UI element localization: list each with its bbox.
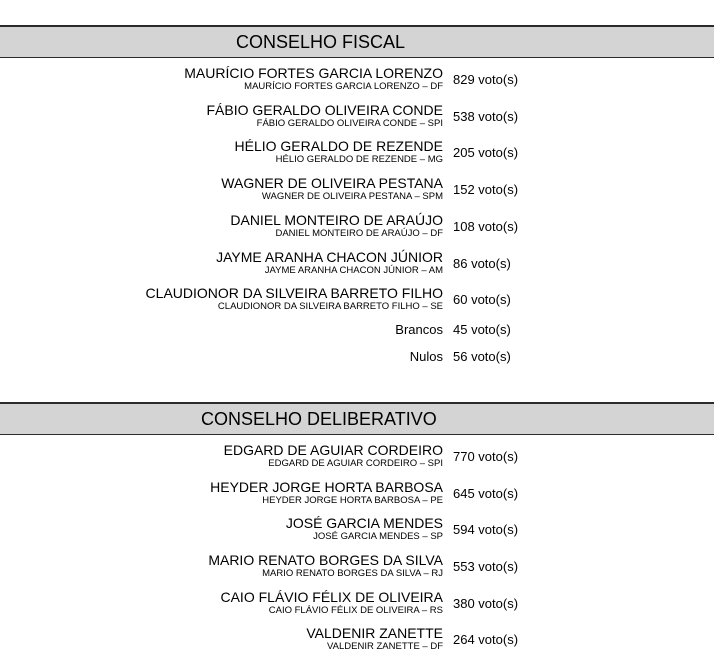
candidate-row — [0, 626, 714, 660]
candidate-subtitle: WAGNER DE OLIVEIRA PESTANA – SPM — [261, 191, 443, 202]
candidate-names — [208, 553, 443, 580]
candidate-name: JAYME ARANHA CHACON JÚNIOR — [216, 249, 443, 265]
candidate-name: CAIO FLÁVIO FÉLIX DE OLIVEIRA — [220, 589, 443, 605]
candidate-name: EDGARD DE AGUIAR CORDEIRO — [223, 442, 443, 458]
candidate-subtitle: CLAUDIONOR DA SILVEIRA BARRETO FILHO – SE — [217, 301, 443, 312]
candidate-names — [286, 516, 443, 543]
vote-count: 108 voto(s) — [453, 219, 519, 234]
vote-count: 152 voto(s) — [453, 182, 519, 197]
vote-count: 86 voto(s) — [453, 256, 511, 271]
vote-count: 770 voto(s) — [453, 449, 519, 464]
candidate-row — [0, 480, 714, 514]
blank-label-wrap — [395, 321, 443, 339]
vote-count: 594 voto(s) — [453, 522, 519, 537]
candidate-names — [235, 139, 444, 166]
vote-count: 60 voto(s) — [453, 292, 511, 307]
candidate-name: DANIEL MONTEIRO DE ARAÚJO — [230, 212, 443, 228]
vote-count: 829 voto(s) — [453, 72, 519, 87]
candidate-name: JOSÉ GARCIA MENDES — [285, 515, 443, 531]
candidate-names — [230, 213, 443, 240]
vote-count: 380 voto(s) — [453, 596, 519, 611]
candidate-name: MAURÍCIO FORTES GARCIA LORENZO — [184, 65, 443, 81]
null-label-wrap — [410, 348, 443, 366]
candidate-names — [184, 66, 443, 93]
vote-count: 538 voto(s) — [453, 109, 519, 124]
blank-votes-label: Brancos — [395, 322, 443, 337]
candidate-subtitle: CAIO FLÁVIO FÉLIX DE OLIVEIRA – RS — [268, 605, 443, 616]
candidate-names — [306, 626, 443, 653]
candidate-row — [0, 553, 714, 587]
candidate-name: FÁBIO GERALDO OLIVEIRA CONDE — [206, 102, 443, 118]
candidate-row — [0, 286, 714, 320]
candidate-name: VALDENIR ZANETTE — [306, 625, 443, 641]
candidate-subtitle: HEYDER JORGE HORTA BARBOSA – PE — [262, 495, 443, 506]
candidate-row — [0, 443, 714, 477]
candidate-names — [210, 480, 443, 507]
vote-count: 645 voto(s) — [453, 486, 519, 501]
candidate-subtitle: HÉLIO GERALDO DE REZENDE – MG — [275, 154, 443, 165]
candidate-subtitle: MAURÍCIO FORTES GARCIA LORENZO – DF — [244, 81, 443, 92]
candidate-row — [0, 213, 714, 247]
candidate-names — [206, 103, 443, 130]
section-title: CONSELHO DELIBERATIVO — [201, 408, 437, 429]
candidate-subtitle: MARIO RENATO BORGES DA SILVA – RJ — [262, 568, 443, 579]
section-header-conselho-deliberativo — [0, 402, 714, 435]
candidate-name: HÉLIO GERALDO DE REZENDE — [234, 138, 443, 154]
candidate-subtitle: JAYME ARANHA CHACON JÚNIOR – AM — [264, 265, 443, 276]
null-votes-label: Nulos — [409, 349, 443, 364]
candidate-row — [0, 66, 714, 100]
candidate-row — [0, 176, 714, 210]
candidate-subtitle: JOSÉ GARCIA MENDES – SP — [313, 531, 443, 542]
vote-count: 205 voto(s) — [453, 145, 519, 160]
blank-votes-row — [0, 321, 714, 341]
candidate-name: WAGNER DE OLIVEIRA PESTANA — [221, 175, 443, 191]
candidate-row — [0, 516, 714, 550]
candidate-row — [0, 139, 714, 173]
candidate-subtitle: DANIEL MONTEIRO DE ARAÚJO – DF — [275, 228, 443, 239]
candidate-subtitle: FÁBIO GERALDO OLIVEIRA CONDE – SPI — [256, 118, 443, 129]
section-header-conselho-fiscal — [0, 25, 714, 58]
null-votes-row — [0, 348, 714, 368]
candidate-names — [220, 590, 443, 617]
candidate-names — [224, 443, 443, 470]
candidate-names — [221, 176, 443, 203]
candidate-name: MARIO RENATO BORGES DA SILVA — [208, 552, 443, 568]
candidate-subtitle: EDGARD DE AGUIAR CORDEIRO – SPI — [268, 458, 443, 469]
candidate-row — [0, 250, 714, 284]
candidate-names — [216, 250, 443, 277]
candidate-subtitle: VALDENIR ZANETTE – DF — [327, 641, 443, 652]
candidate-row — [0, 590, 714, 624]
section-title: CONSELHO FISCAL — [236, 31, 406, 52]
vote-count: 264 voto(s) — [453, 632, 519, 647]
null-votes-count: 56 voto(s) — [453, 349, 511, 364]
blank-votes-count: 45 voto(s) — [453, 322, 511, 337]
candidate-name: HEYDER JORGE HORTA BARBOSA — [210, 479, 443, 495]
vote-count: 553 voto(s) — [453, 559, 519, 574]
candidate-names — [146, 286, 443, 313]
candidate-row — [0, 103, 714, 137]
candidate-name: CLAUDIONOR DA SILVEIRA BARRETO FILHO — [145, 285, 443, 301]
